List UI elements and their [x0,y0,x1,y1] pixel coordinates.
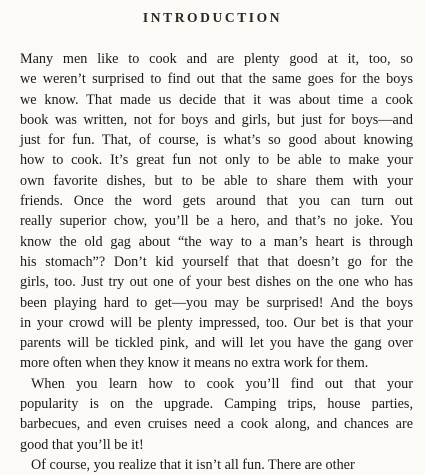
text-line: good that you’ll be it! [20,436,144,453]
text-line: been playing hard to get—you may be surprised! And the boys [20,294,413,311]
text-line: popularity is on the upgrade. Camping trips, house parties, [20,396,413,413]
body-text [20,49,413,473]
text-line: how to cook. It’s great fun not only to be able to make your [20,152,413,169]
text-line: When you learn how to cook you’ll find out that your [31,375,413,392]
text-line: book was written, not for boys and girls, but just for boys—and [20,111,413,128]
text-line: girls, too. Just try out one of your best dishes on the one who has [20,274,413,291]
text-line: own favorite dishes, but to be able to share them with your [20,172,413,189]
text-line: friends. Once the word gets around that you can turn out [20,193,413,210]
text-line: Many men like to cook and are plenty good at it, too, so [20,51,413,67]
chapter-heading: INTRODUCTION [142,10,283,25]
text-line: in your crowd will be plenty impressed, too. Our bet is that your [20,314,413,331]
cut-off-text-line: Of course, you realize that it isn’t all fun. There are other [31,456,355,473]
text-line: just for fun. That, of course, is what’s so good about knowing [20,132,413,149]
text-line: parents will be tickled pink, and will let you have the gang over [20,335,413,352]
text-line: really superior chow, you’ll be a hero, and that’s no joke. You [20,213,413,230]
text-line: his stomach”? Don’t kid yourself that that doesn’t go for the [20,253,413,270]
text-line: we know. That made us decide that it was about time a cook [20,91,413,108]
text-line: know the old gag about “the way to a man’s heart is through [20,233,413,250]
text-line: barbecues, and even cruises need a cook along, and chances are [20,416,413,433]
paragraph-2 [20,374,413,455]
text-line: more often when they know it means no extra work for them. [20,355,369,372]
paragraph-1 [20,49,413,374]
text-line: we weren’t surprised to find out that the same goes for the boys [20,71,413,88]
